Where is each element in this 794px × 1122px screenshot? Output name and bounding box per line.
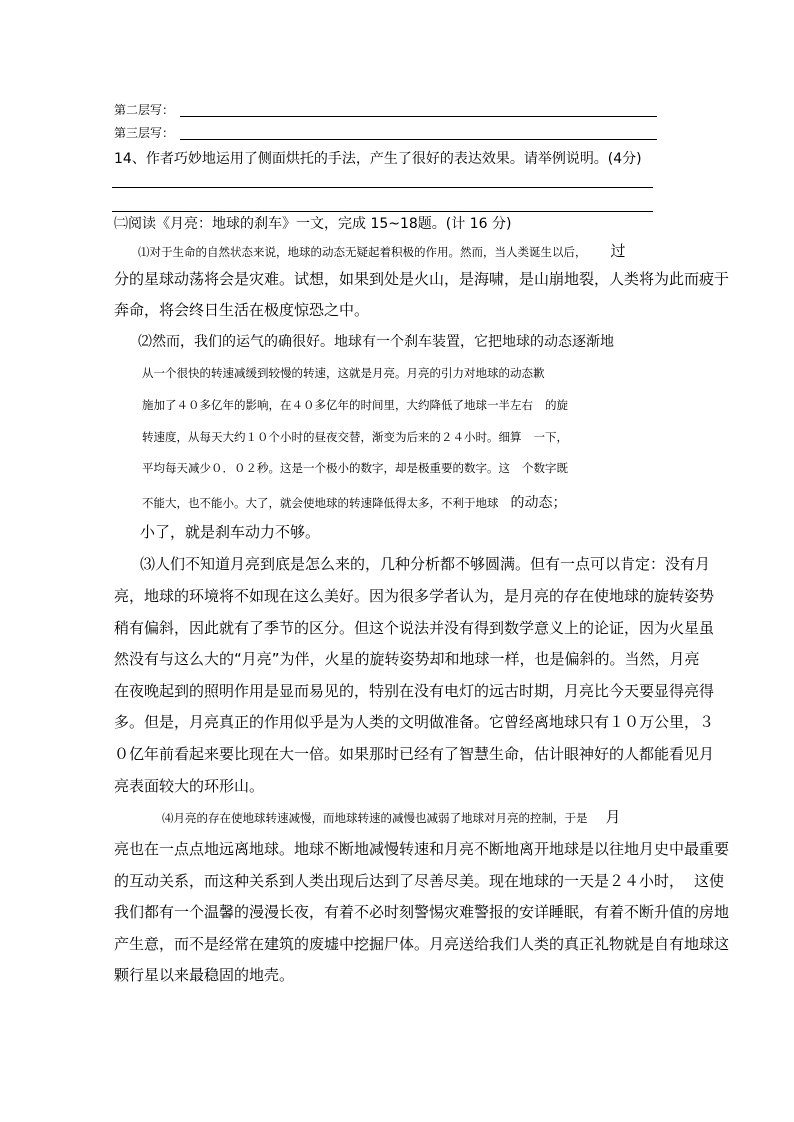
paragraph-2-line-5: 平均每天减少０．０２秒。这是一个极小的数字，却是极重要的数字。这 个数字既 <box>142 461 568 475</box>
layer3-answer-line[interactable] <box>180 139 657 140</box>
paragraph-3-line-2: 亮，地球的环境将不如现在这么美好。因为很多学者认为，是月亮的存在使地球的旋转姿势 <box>114 587 715 605</box>
layer3-label: 第三层写： <box>114 126 175 140</box>
paragraph-1-line-2: 分的星球动荡将会是灾难。试想，如果到处是火山，是海啸，是山崩地裂，人类将为此而疲于 <box>114 270 730 288</box>
paragraph-4-line-1: ⑷月亮的存在使地球转速减慢，而地球转速的减慢也减弱了地球对月亮的控制，于是 月 <box>162 808 621 826</box>
q14-answer-line-1[interactable] <box>112 187 653 188</box>
paragraph-4-line-6: 颗行星以来最稳固的地壳。 <box>114 966 295 984</box>
paragraph-2-line-6: 不能大，也不能小。大了，就会使地球的转速降低得太多，不利于地球 的动态； <box>142 495 567 511</box>
paragraph-2-line-3: 施加了４０多亿年的影响，在４０多亿年的时间里，大约降低了地球一半左右 的旋 <box>142 398 568 412</box>
paragraph-3-line-4: 然没有与这么大的“月亮”为伴，火星的旋转姿势却和地球一样，也是偏斜的。当然，月亮 <box>114 650 700 668</box>
paragraph-3-line-1: ⑶人们不知道月亮到底是怎么来的，几种分析都不够圆满。但有一点可以肯定：没有月 <box>140 555 711 573</box>
paragraph-4-line-4: 我们都有一个温馨的漫漫长夜，有着不必时刻警惕灾难警报的安详睡眠，有着不断升值的房地 <box>114 903 730 921</box>
question-14: 14、作者巧妙地运用了侧面烘托的手法，产生了很好的表达效果。请举例说明。(4分) <box>114 151 642 167</box>
paragraph-4-line-3: 的互动关系，而这种关系到人类出现后达到了尽善尽美。现在地球的一天是２４小时， 这使 <box>114 872 725 890</box>
paragraph-2-line-4: 转速度，从每天大约１０个小时的昼夜交替，渐变为后来的２４小时。细算 一下， <box>142 430 568 444</box>
paragraph-3-line-8: 亮表面较大的环形山。 <box>114 777 265 795</box>
paragraph-3-line-5: 在夜晚起到的照明作用是显而易见的，特别在没有电灯的远古时期，月亮比今天要显得亮得 <box>114 682 715 700</box>
paragraph-2-line-2: 从一个很快的转速减缓到较慢的转速，这就是月亮。月亮的引力对地球的动态歉 <box>142 366 545 380</box>
layer2-answer-line[interactable] <box>180 116 657 117</box>
paragraph-3-line-7: ０亿年前看起来要比现在大一倍。如果那时已经有了智慧生命，估计眼神好的人都能看见月 <box>114 745 715 763</box>
q14-answer-line-2[interactable] <box>112 211 653 212</box>
paragraph-2-line-1: ⑵然而，我们的运气的确很好。地球有一个刹车装置，它把地球的动态逐渐地 <box>138 334 614 350</box>
section-2-heading: ㈡阅读《月亮：地球的刹车》一文，完成 15~18题。(计 16 分) <box>114 216 512 232</box>
paragraph-4-line-5: 产生意，而不是经常在建筑的废墟中挖掘尸体。月亮送给我们人类的真正礼物就是自有地球这 <box>114 935 730 953</box>
paragraph-3-line-6: 多。但是，月亮真正的作用似乎是为人类的文明做准备。它曾经离地球只有１０万公里，３ <box>114 713 715 731</box>
layer2-label: 第二层写： <box>114 103 175 117</box>
paragraph-2-line-7: 小了，就是刹车动力不够。 <box>140 523 321 541</box>
paragraph-3-line-3: 稍有偏斜，因此就有了季节的区分。但这个说法并没有得到数学意义上的论证，因为火星虽 <box>114 619 715 637</box>
paragraph-4-line-2: 亮也在一点点地远离地球。地球不断地减慢转速和月亮不断地离开地球是以往地月史中最重要 <box>114 840 730 858</box>
paragraph-1-line-1: ⑴对于生命的自然状态来说，地球的动态无疑起着积极的作用。然而，当人类诞生以后， 过 <box>138 242 626 260</box>
paragraph-1-line-3: 奔命，将会终日生活在极度惊恐之中。 <box>114 301 370 319</box>
